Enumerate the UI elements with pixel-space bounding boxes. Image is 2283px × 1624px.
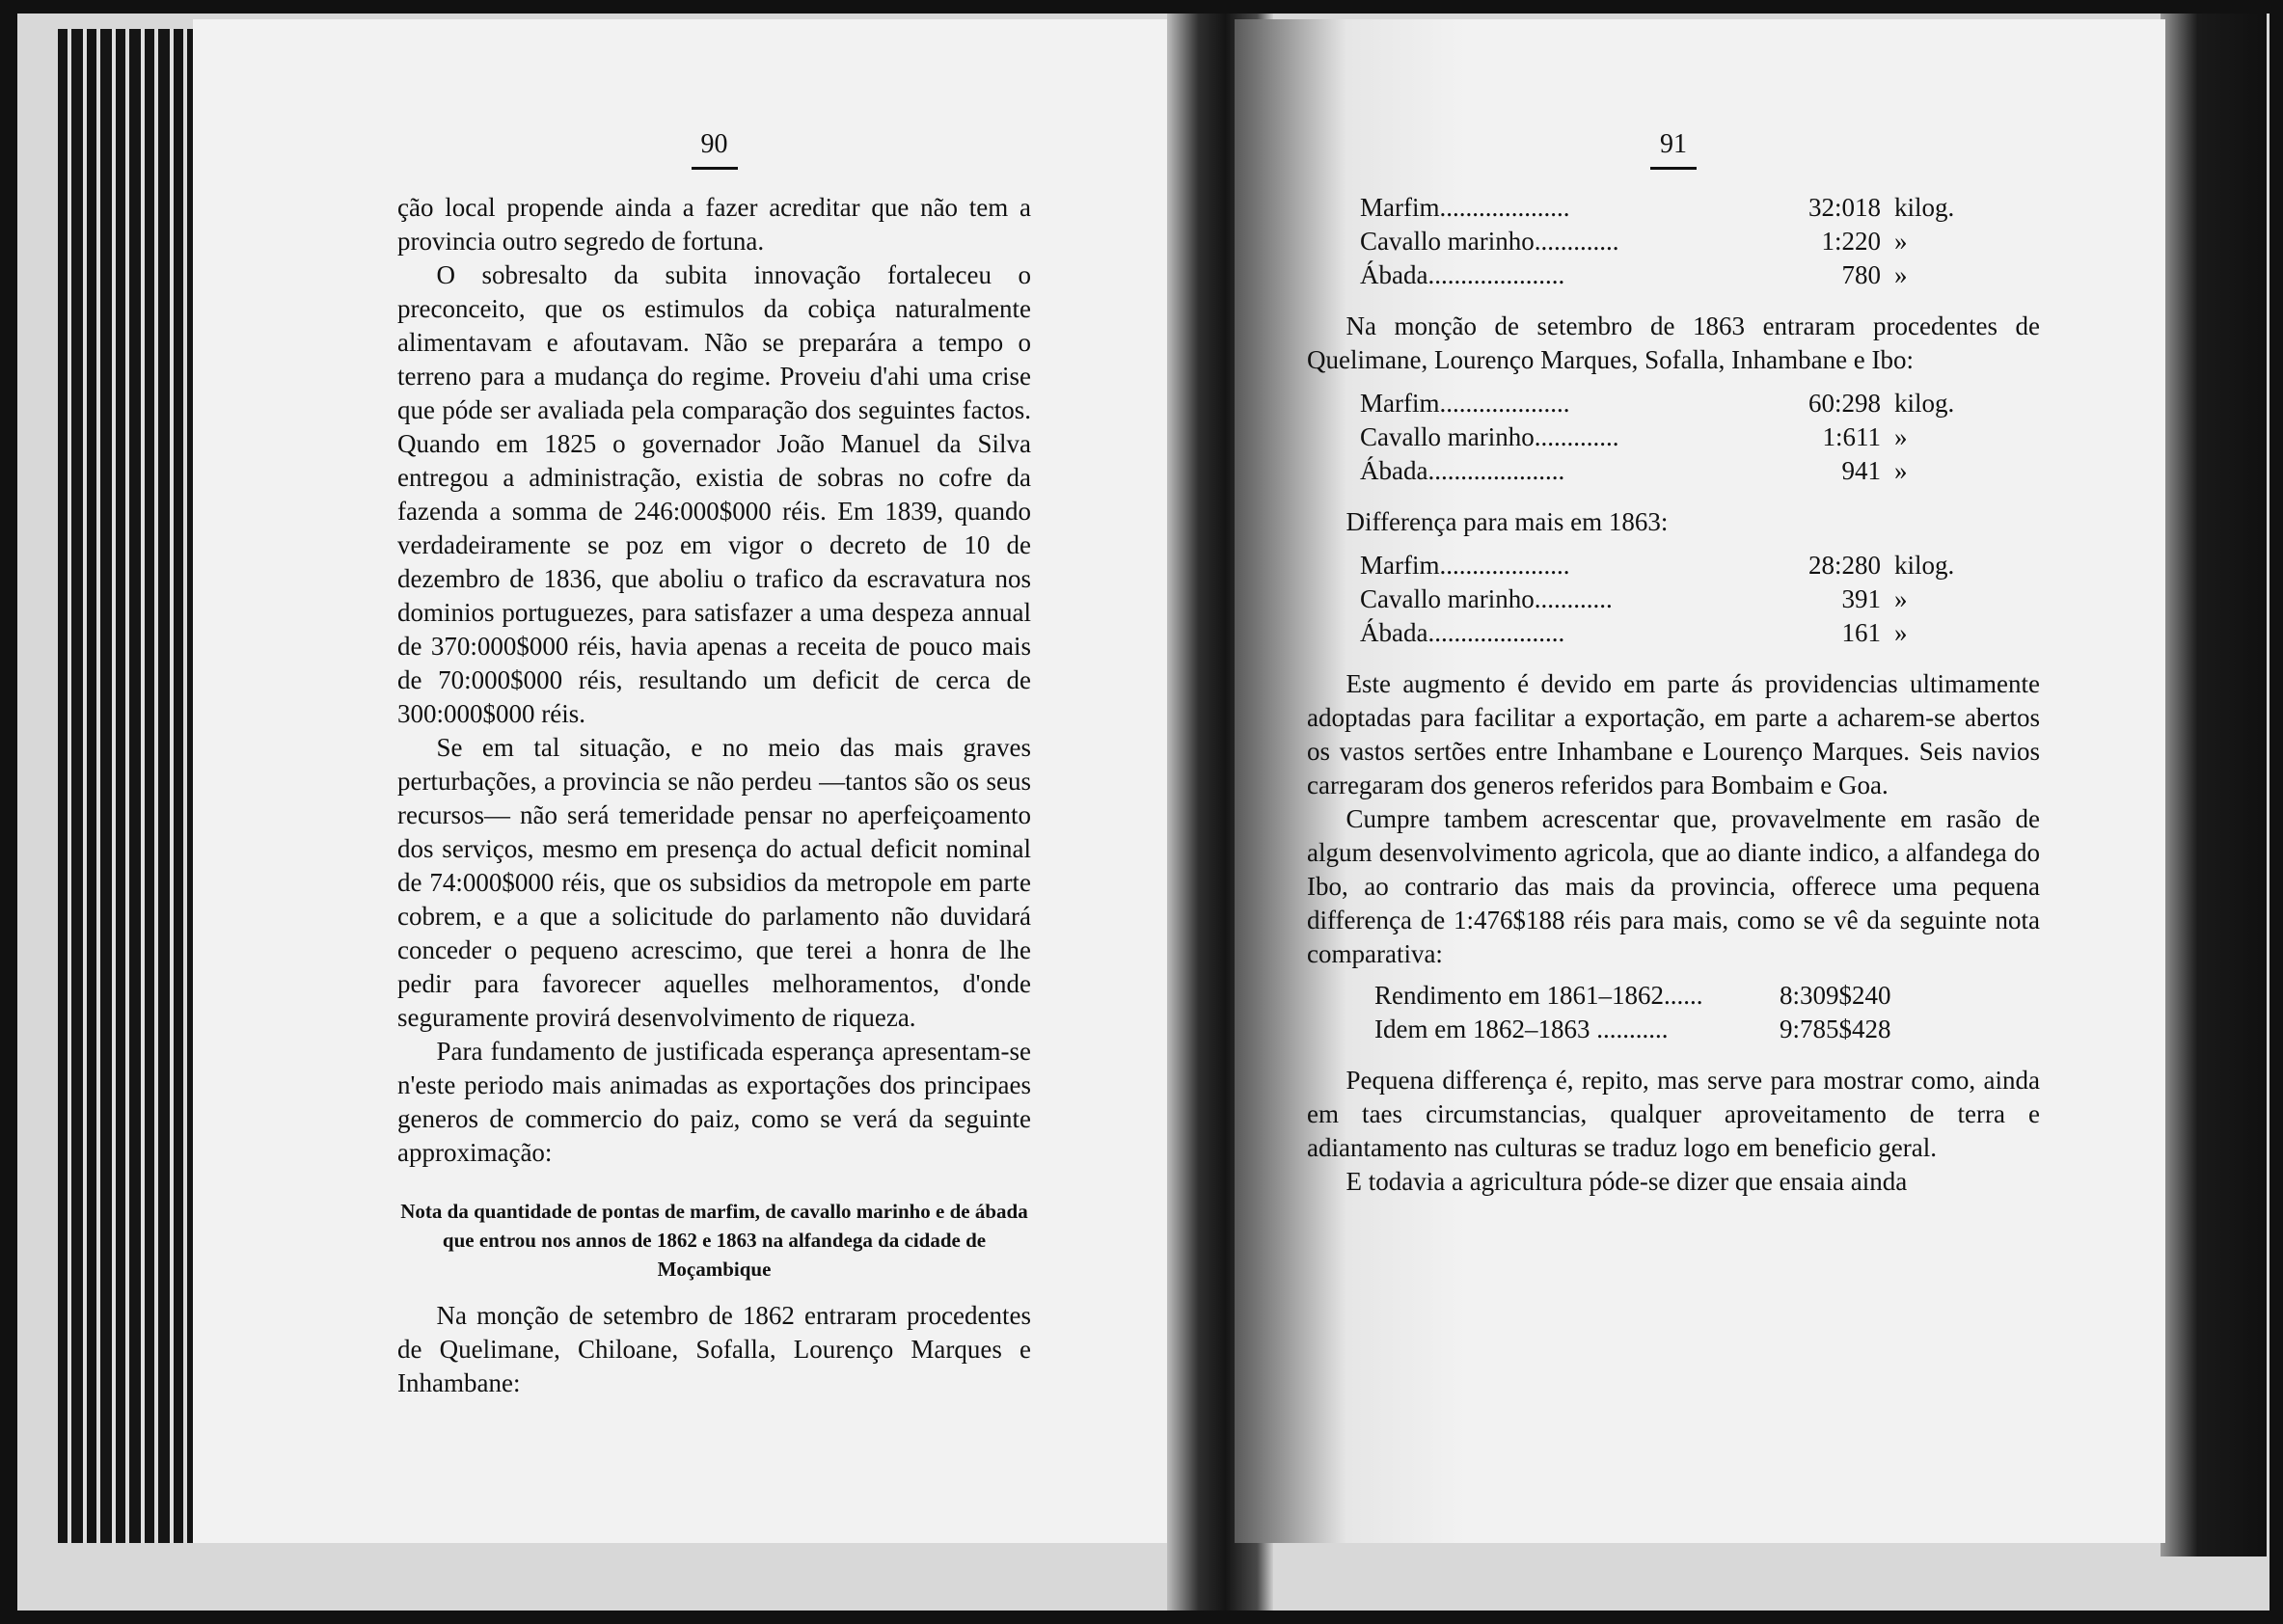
- paragraph: Se em tal situação, e no meio das mais graves perturbações, a provincia se não perdeu —tantos são os seus recursos— não será temeridade pensar no aperfeiçoamento dos serviços, mesmo em presença do actual deficit nominal de 74:000$000 réis, que os subsidios da metropole em parte cobrem, e a que a solicitude do parlamento não duvidará conceder o pequeno acrescimo, que terei a honra de lhe pedir para favorecer aquelles melhoramentos, d'onde seguramente provirá desenvolvimento de riqueza.: [397, 733, 1031, 1032]
- paragraph: ção local propende ainda a fazer acreditar que não tem a provincia outro segredo de fortuna.: [397, 193, 1031, 256]
- difference-table: [1360, 549, 2040, 650]
- left-page-text: [397, 127, 1031, 1400]
- section-heading: Differença para mais em 1863:: [1345, 507, 1669, 536]
- table-caption: Nota da quantidade de pontas de marfim, de cavallo marinho e de ábada que entrou nos annos de 1862 e 1863 na alfandega da cidade de Moçambique: [400, 1200, 1028, 1281]
- book-edge-left: [58, 29, 193, 1543]
- paragraph: E todavia a agricultura póde-se dizer que ensaia ainda: [1345, 1167, 1908, 1196]
- table-row: Ábada..................... 941 »: [1360, 456, 1908, 485]
- book-edge-right: [2161, 14, 2267, 1556]
- quantity-table-1862: [1360, 191, 2040, 292]
- table-row: Cavallo marinho............. 1:220 »: [1360, 227, 1908, 256]
- quantity-table-1863: [1360, 387, 2040, 488]
- paragraph: Este augmento é devido em parte ás providencias ultimamente adoptadas para facilitar a exportação, em parte a acharem-se abertos os vastos sertões entre Inhambane e Lourenço Marques. Seis navios carregaram dos generos referidos para Bombaim e Goa.: [1307, 669, 2040, 799]
- right-page-text: [1307, 127, 2040, 1199]
- paragraph: Para fundamento de justificada esperança apresentam-se n'este periodo mais animadas as exportações dos principaes generos de commercio do paiz, como se verá da seguinte approximação:: [397, 1037, 1031, 1167]
- right-page: [1235, 19, 2165, 1543]
- table-row: Idem em 1862–1863 ........... 9:785$428: [1374, 1015, 1891, 1043]
- paragraph: Na monção de setembro de 1862 entraram procedentes de Quelimane, Chiloane, Sofalla, Lourenço Marques e Inhambane:: [397, 1301, 1031, 1397]
- revenue-table: [1374, 979, 2040, 1046]
- page-number: 90: [397, 127, 1031, 170]
- paragraph: Na monção de setembro de 1863 entraram procedentes de Quelimane, Lourenço Marques, Sofalla, Inhambane e Ibo:: [1307, 311, 2040, 374]
- table-row: Ábada..................... 780 »: [1360, 260, 1908, 289]
- table-row: Ábada..................... 161 »: [1360, 618, 1908, 647]
- table-row: Rendimento em 1861–1862...... 8:309$240: [1374, 981, 1891, 1010]
- table-row: Cavallo marinho............ 391 »: [1360, 584, 1908, 613]
- paragraph: O sobresalto da subita innovação fortaleceu o preconceito, que os estimulos da cobiça naturalmente alimentavam e afoutavam. Não se preparára a tempo o terreno para a mudança do regime. Proveiu d'ahi uma crise que póde ser avaliada pela comparação dos seguintes factos. Quando em 1825 o governador João Manuel da Silva entregou a administração, existia de sobras no cofre da fazenda a somma de 246:000$000 réis. Em 1839, quando verdadeiramente se poz em vigor o decreto de 10 de dezembro de 1836, que aboliu o trafico da escravatura nos dominios portuguezes, para satisfazer a uma despeza annual de 370:000$000 réis, havia apenas a receita de pouco mais de 70:000$000 réis, resultando um deficit de cerca de 300:000$000 réis.: [397, 260, 1031, 728]
- left-page: [193, 19, 1177, 1543]
- paragraph: Pequena differença é, repito, mas serve para mostrar como, ainda em taes circumstancias, qualquer aproveitamento de terra e adiantamento nas culturas se traduz logo em beneficio geral.: [1307, 1066, 2040, 1162]
- table-row: Marfim.................... 28:280 kilog.: [1360, 551, 1955, 580]
- table-row: Cavallo marinho............. 1:611 »: [1360, 422, 1908, 451]
- table-row: Marfim.................... 60:298 kilog.: [1360, 389, 1955, 418]
- page-number: 91: [1307, 127, 2040, 170]
- table-row: Marfim.................... 32:018 kilog.: [1360, 193, 1955, 222]
- paragraph: Cumpre tambem acrescentar que, provavelmente em rasão de algum desenvolvimento agricola, que ao diante indico, a alfandega do Ibo, ao contrario das mais da provincia, offerece uma pequena differença de 1:476$188 réis para mais, como se vê da seguinte nota comparativa:: [1307, 804, 2040, 968]
